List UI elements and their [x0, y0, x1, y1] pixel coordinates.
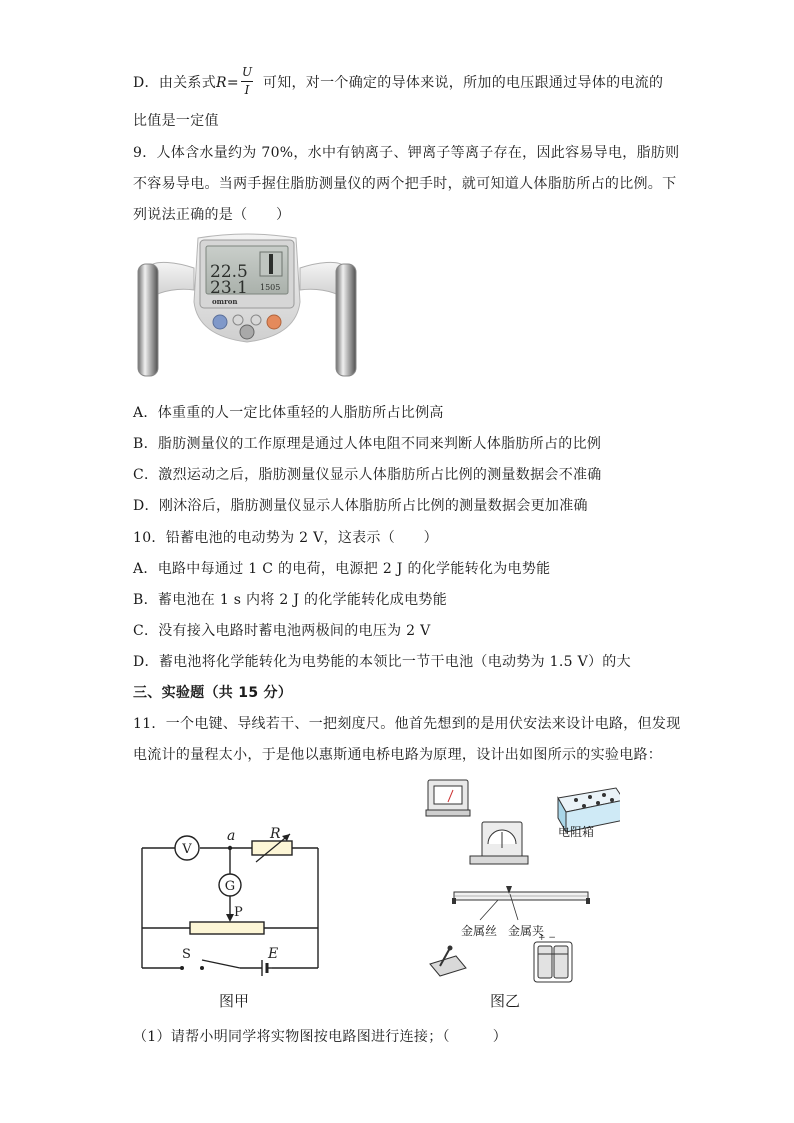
label-s: S — [182, 947, 191, 962]
fraction-numerator: U — [241, 65, 253, 79]
fig-a-caption: 图甲 — [219, 992, 250, 1010]
q10-option-b: B．蓄电池在 1 s 内将 2 J 的化学能转化成电势能 — [133, 592, 447, 608]
apparatus-fig-b — [420, 770, 620, 990]
label-e: E — [268, 946, 279, 962]
circuit-diagram-fig-a — [130, 820, 330, 1010]
section-3-title: 三、实验题（共 15 分） — [133, 685, 293, 701]
svg-text:+ −: + − — [538, 933, 556, 943]
body-fat-meter-image — [136, 232, 358, 380]
label-a: a — [227, 828, 236, 844]
q9-option-d: D．刚沐浴后，脂肪测量仪显示人体脂肪所占比例的测量数据会更加准确 — [133, 498, 588, 514]
fraction-bar — [241, 81, 253, 82]
q9-option-a: A．体重重的人一定比体重轻的人脂肪所占比例高 — [133, 405, 444, 421]
metal-clip-label: 金属夹 — [508, 924, 545, 938]
q9-stem-line3: 列说法正确的是（ ） — [133, 207, 291, 223]
option-8d-suffix: 可知，对一个确定的导体来说，所加的电压跟通过导体的电流的 — [262, 75, 664, 91]
metal-wire-label: 金属丝 — [461, 924, 498, 938]
option-8d-prefix: D．由关系式 — [133, 75, 217, 91]
meter-reading-top: 22.5 — [210, 262, 248, 282]
label-v: V — [182, 842, 192, 857]
label-r: R — [270, 826, 281, 842]
fraction-denominator: I — [244, 83, 250, 97]
q10-option-d: D．蓄电池将化学能转化为电势能的本领比一节干电池（电动势为 1.5 V）的大 — [133, 654, 631, 670]
option-8d-line1 — [133, 72, 663, 92]
q11-stem-line1: 11．一个电键、导线若干、一把刻度尺。他首先想到的是用伏安法来设计电路，但发现 — [133, 716, 681, 732]
q9-option-b: B．脂肪测量仪的工作原理是通过人体电阻不同来判断人体脂肪所占的比例 — [133, 436, 602, 452]
label-g: G — [224, 879, 236, 894]
q10-option-c: C．没有接入电路时蓄电池两极间的电压为 2 V — [133, 623, 431, 639]
q10-option-a: A．电路中每通过 1 C 的电荷，电源把 2 J 的化学能转化为电势能 — [133, 561, 551, 577]
fig-b-caption: 图乙 — [490, 992, 521, 1010]
option-8d-line2: 比值是一定值 — [133, 113, 219, 129]
option-8d-formula-r: R= — [216, 75, 239, 91]
meter-reading-small: 1505 — [260, 283, 281, 292]
q11-stem-line2: 电流计的量程太小，于是他以惠斯通电桥电路为原理，设计出如图所示的实验电路： — [133, 747, 663, 763]
label-p: P — [234, 905, 243, 920]
q11-sub-1: （1）请帮小明同学将实物图按电路图进行连接；（ ） — [133, 1029, 508, 1045]
meter-reading-bottom: 23.1 — [210, 278, 248, 298]
q9-option-c: C．激烈运动之后，脂肪测量仪显示人体脂肪所占比例的测量数据会不准确 — [133, 467, 602, 483]
q10-stem: 10．铅蓄电池的电动势为 2 V，这表示（ ） — [133, 530, 438, 546]
brand-logo: omron — [212, 297, 238, 306]
q9-stem-line1: 9．人体含水量约为 70%，水中有钠离子、钾离子等离子存在，因此容易导电，脂肪则 — [133, 145, 680, 161]
q9-stem-line2: 不容易导电。当两手握住脂肪测量仪的两个把手时，就可知道人体脂肪所占的比例。下 — [133, 176, 677, 192]
resistance-box-label: 电阻箱 — [558, 825, 595, 839]
